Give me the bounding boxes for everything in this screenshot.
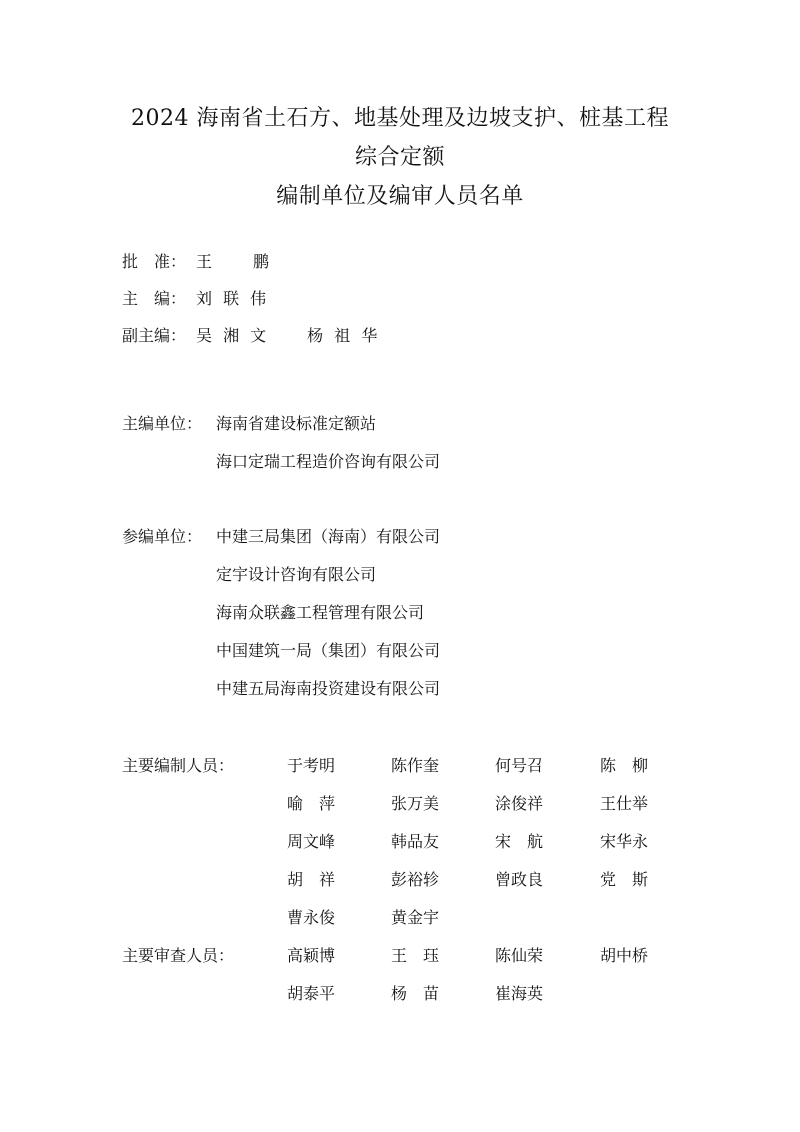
main-reviewers-label: 主要审查人员：	[122, 946, 235, 965]
reviewer-name: 高颖博	[287, 946, 336, 965]
document-page: 2024 海南省土石方、地基处理及边坡支护、桩基工程 综合定额 编制单位及编审人员名单 批 准： 王 鹏 主 编： 刘 联 伟 副主编： 吴 湘 文 杨 祖 华 主编单位： 海南省建设标准定额站 海口定瑞工程造价咨询有限公司 参编单位： 中建三局集团（海南）有限公司 定宇设计咨询有限公司 海南众联鑫工程管理有限公司 中国建筑一局（集团）有限公司 中建五局海南投资建设有限公司 主要编制人员： 于考明 陈作奎 何号召 陈 柳 喻 萍 张万美 涂俊祥 王仕举 周文峰 韩品友 宋 航 宋华永 胡 祥 彭裕轸 曾政良 党 斯 曹永俊 黄金宇 主要审查人员： 高颖博 王 珏 陈仙荣 胡中桥 胡泰平 杨 苗 崔海英	[0, 0, 800, 1132]
deputy-editor-value: 吴 湘 文 杨 祖 华	[196, 326, 381, 345]
main-editors-label: 主要编制人员：	[122, 756, 235, 775]
title-line-1: 2024 海南省土石方、地基处理及边坡支护、桩基工程	[131, 106, 669, 131]
editor-name: 曹永俊	[287, 908, 336, 927]
participating-unit-item: 定宇设计咨询有限公司	[216, 565, 377, 584]
editor-name: 张万美	[391, 794, 440, 813]
editor-name: 曾政良	[495, 870, 544, 889]
approval-label: 批 准：	[122, 252, 187, 271]
participating-unit-item: 中建三局集团（海南）有限公司	[216, 527, 441, 546]
reviewer-name: 陈仙荣	[495, 946, 544, 965]
editor-name: 胡 祥	[287, 870, 336, 889]
reviewer-name: 崔海英	[495, 984, 544, 1003]
editor-name: 宋 航	[495, 832, 544, 851]
editor-name: 喻 萍	[287, 794, 336, 813]
editor-name: 周文峰	[287, 832, 336, 851]
participating-unit-item: 中建五局海南投资建设有限公司	[216, 679, 441, 698]
editor-name: 陈作奎	[391, 756, 440, 775]
deputy-editor-label: 副主编：	[122, 326, 187, 345]
editor-name: 彭裕轸	[391, 870, 440, 889]
participating-unit-item: 海南众联鑫工程管理有限公司	[216, 603, 425, 622]
chief-editor-value: 刘 联 伟	[196, 289, 270, 308]
approval-value: 王 鹏	[196, 252, 273, 271]
editor-name: 韩品友	[391, 832, 440, 851]
reviewer-name: 杨 苗	[391, 984, 440, 1003]
editor-name: 何号召	[495, 756, 544, 775]
main-unit-item: 海南省建设标准定额站	[216, 414, 377, 433]
editor-name: 涂俊祥	[495, 794, 544, 813]
reviewer-name: 王 珏	[391, 946, 440, 965]
chief-editor-label: 主 编：	[122, 289, 187, 308]
editor-name: 宋华永	[600, 832, 649, 851]
editor-name: 黄金宇	[391, 908, 440, 927]
editor-name: 于考明	[287, 756, 336, 775]
title-line-2: 综合定额	[354, 145, 445, 170]
reviewer-name: 胡泰平	[287, 984, 336, 1003]
reviewer-name: 胡中桥	[600, 946, 649, 965]
main-unit-item: 海口定瑞工程造价咨询有限公司	[216, 452, 441, 471]
editor-name: 党 斯	[600, 870, 649, 889]
editor-name: 陈 柳	[600, 756, 649, 775]
participating-unit-item: 中国建筑一局（集团）有限公司	[216, 641, 441, 660]
title-line-3: 编制单位及编审人员名单	[276, 184, 524, 209]
editor-name: 王仕举	[600, 794, 649, 813]
